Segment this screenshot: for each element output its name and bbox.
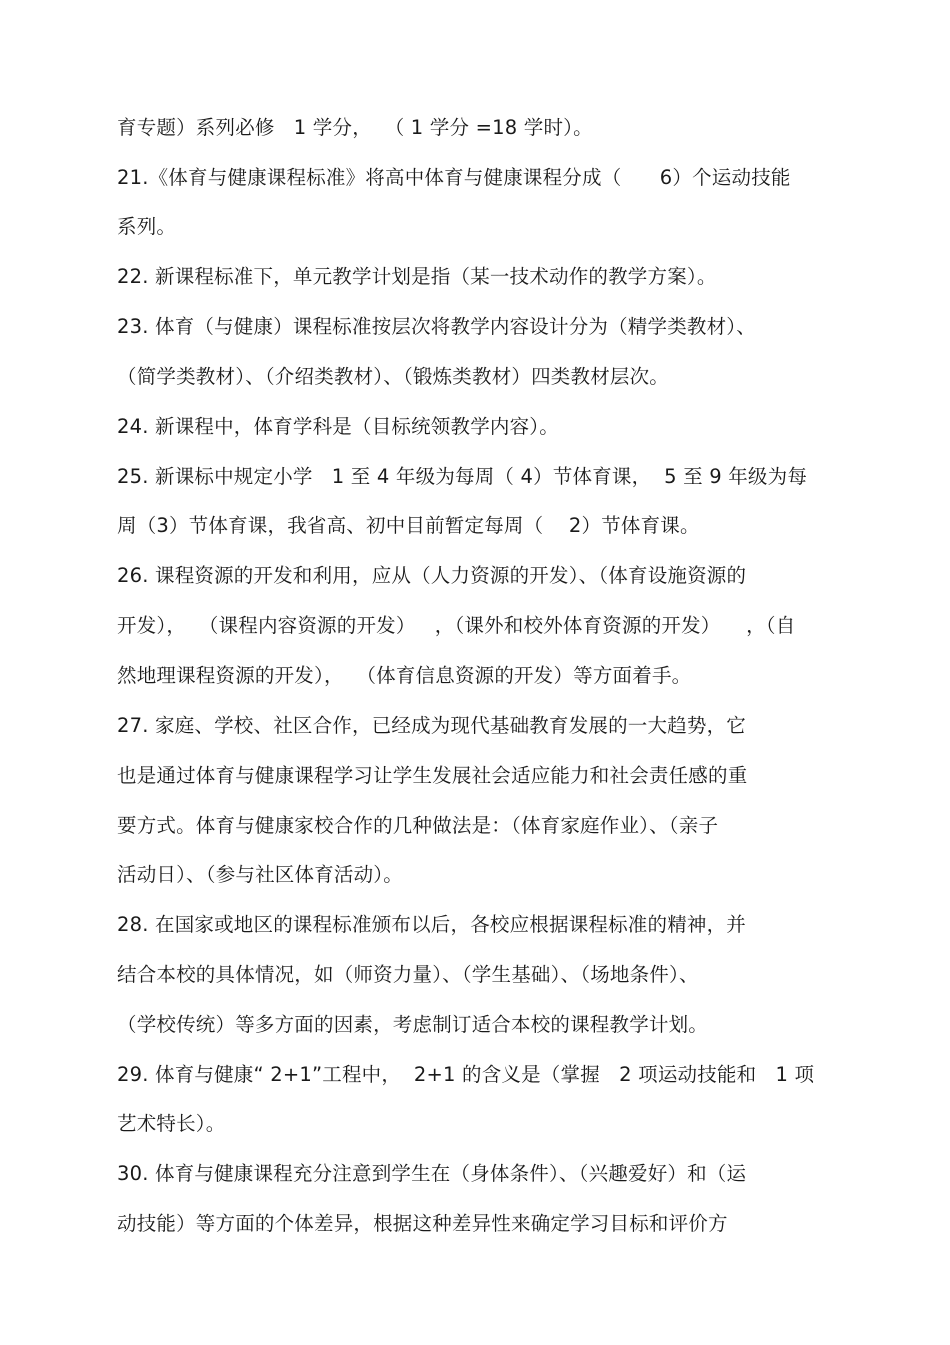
text-line: 26. 课程资源的开发和利用，应从（人力资源的开发）、（体育设施资源的 (117, 564, 747, 587)
text-line: 28. 在国家或地区的课程标准颁布以后，各校应根据课程标准的精神，并 (117, 913, 747, 936)
text-line: 23. 体育（与健康）课程标准按层次将教学内容设计分为（精学类教材）、 (117, 315, 756, 338)
text-line: 艺术特长）。 (117, 1112, 226, 1135)
text-line: 育专题）系列必修 1 学分， （ 1 学分 =18 学时）。 (117, 116, 593, 139)
text-line: 结合本校的具体情况，如（师资力量）、（学生基础）、（场地条件）、 (117, 963, 699, 986)
text-line: 然地理课程资源的开发）， （体育信息资源的开发）等方面着手。 (117, 664, 692, 687)
text-line: 系列。 (117, 215, 177, 238)
text-line: 22. 新课程标准下，单元教学计划是指（某一技术动作的教学方案）。 (117, 265, 717, 288)
text-line: 24. 新课程中，体育学科是（目标统领教学内容）。 (117, 415, 559, 438)
text-line: 周（3）节体育课，我省高、初中目前暂定每周（ 2）节体育课。 (117, 514, 700, 537)
text-line: 动技能）等方面的个体差异，根据这种差异性来确定学习目标和评价方 (117, 1212, 728, 1235)
text-line: （学校传统）等多方面的因素，考虑制订适合本校的课程教学计划。 (117, 1013, 709, 1036)
text-line: 也是通过体育与健康课程学习让学生发展社会适应能力和社会责任感的重 (117, 764, 748, 787)
text-line: 活动日）、（参与社区体育活动）。 (117, 863, 403, 886)
text-line: 要方式。体育与健康家校合作的几种做法是：（体育家庭作业）、（亲子 (117, 814, 719, 837)
text-line: 开发）， （课程内容资源的开发） ，（课外和校外体育资源的开发） ，（自 (117, 614, 796, 637)
text-line: 27. 家庭、学校、社区合作，已经成为现代基础教育发展的一大趋势，它 (117, 714, 747, 737)
text-line: 21.《体育与健康课程标准》将高中体育与健康课程分成（ 6）个运动技能 (117, 166, 791, 189)
text-line: 25. 新课标中规定小学 1 至 4 年级为每周（ 4）节体育课， 5 至 9 年级为每 (117, 465, 808, 488)
text-line: 30. 体育与健康课程充分注意到学生在（身体条件）、（兴趣爱好）和（运 (117, 1162, 747, 1185)
text-line: 29. 体育与健康“ 2+1”工程中， 2+1 的含义是（掌握 2 项运动技能和 1 项 (117, 1063, 815, 1086)
text-line: （简学类教材）、（介绍类教材）、（锻炼类教材）四类教材层次。 (117, 365, 670, 388)
